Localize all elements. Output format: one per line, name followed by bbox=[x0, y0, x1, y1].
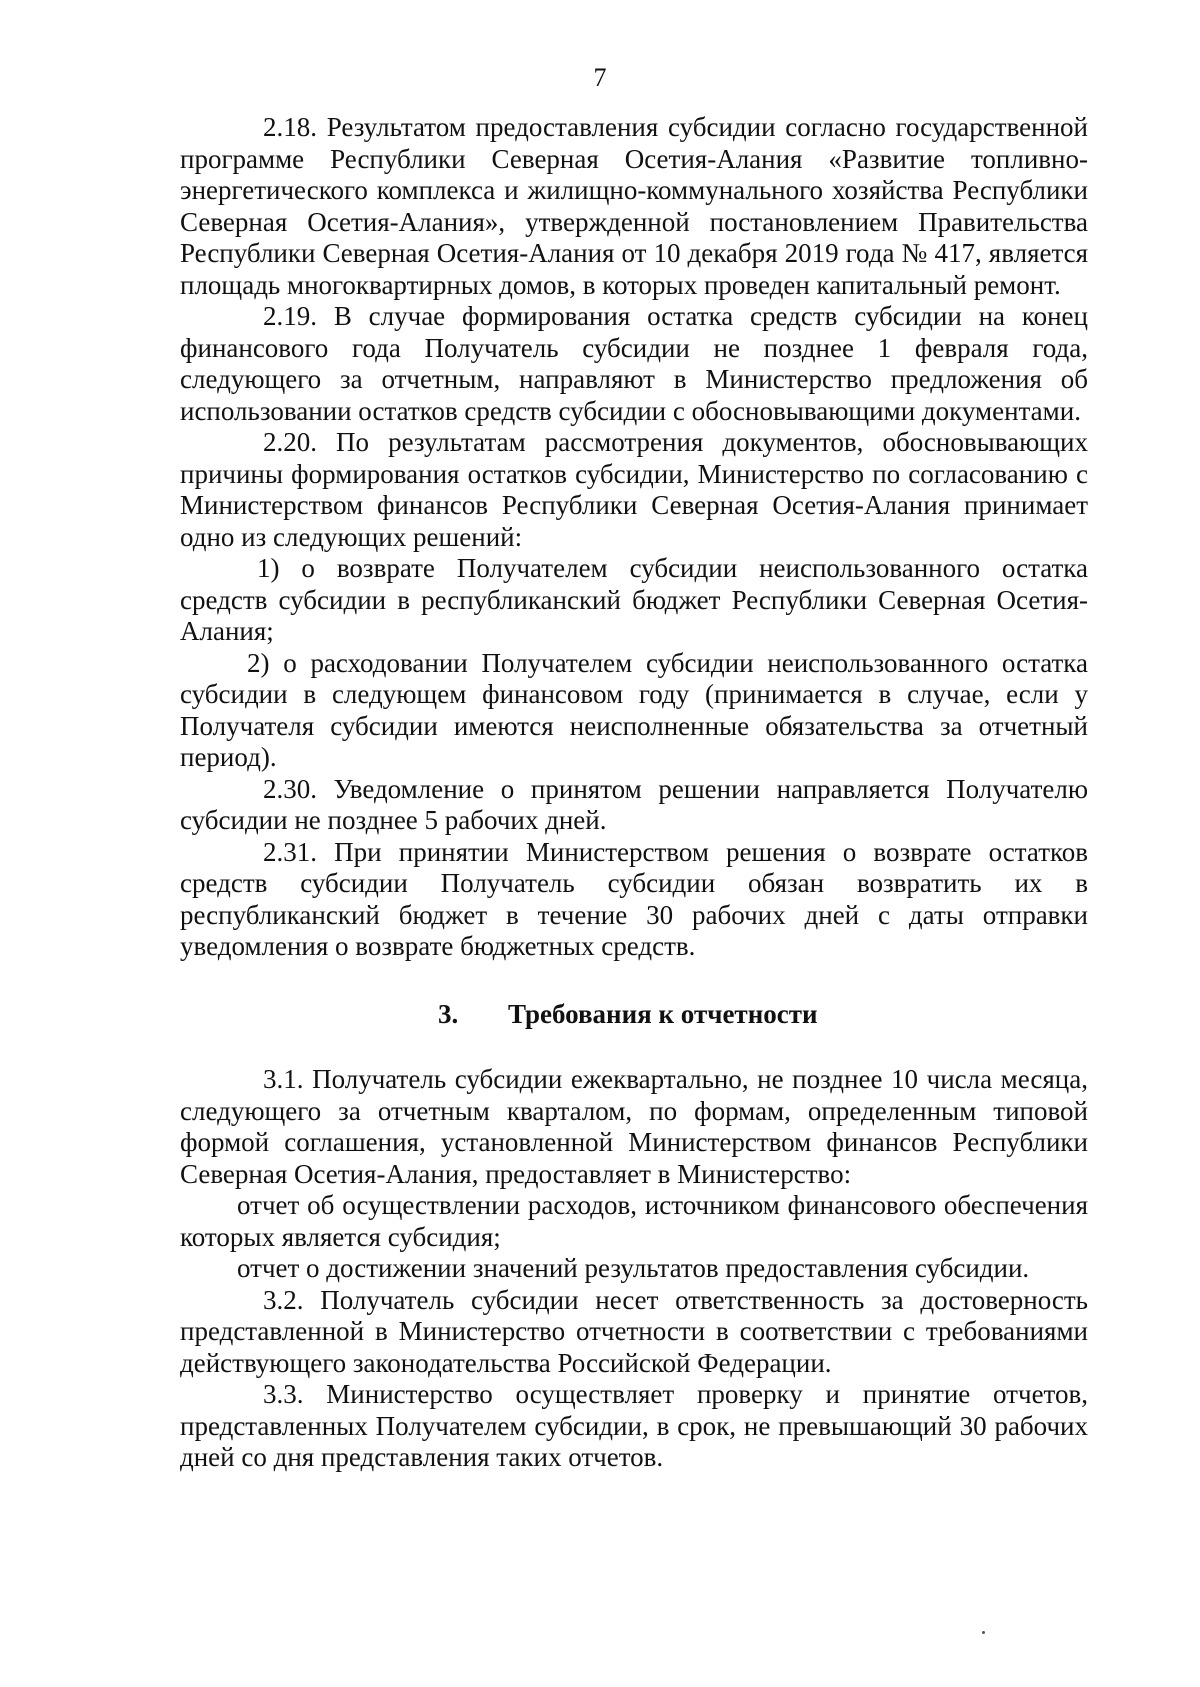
paragraph-2-18: 2.18. Результатом предоставления субсидии согласно государственной программе Республики Северная Осетия-Алания «Развитие топливно-энергетического комплекса и жилищно-коммунального хозяйства Республики Северная Осетия-Алания», утвержденной постановлением Правительства Республики Северная Осетия-Алания от 10 декабря 2019 года № 417, является площадь многоквартирных домов, в которых проведен капитальный ремонт. bbox=[180, 112, 1088, 300]
paragraph-2-19: 2.19. В случае формирования остатка средств субсидии на конец финансового года Получатель субсидии не позднее 1 февраля года, следующего за отчетным, направляют в Министерство предложения об использовании остатков средств субсидии с обосновывающими документами. bbox=[180, 301, 1088, 426]
paragraph-2-20: 2.20. По результатам рассмотрения документов, обосновывающих причины формирования остатков субсидии, Министерство по согласованию с Министерством финансов Республики Северная Осетия-Алания принимает одно из следующих решений: bbox=[180, 427, 1088, 552]
paragraph-2-31: 2.31. При принятии Министерством решения о возврате остатков средств субсидии Получатель субсидии обязан возвратить их в республиканский бюджет в течение 30 рабочих дней с даты отправки уведомления о возврате бюджетных средств. bbox=[180, 836, 1088, 961]
paragraph-3-2: 3.2. Получатель субсидии несет ответственность за достоверность представленной в Министерство отчетности в соответствии с требованиями действующего законодательства Российской Федерации. bbox=[180, 1284, 1088, 1378]
scan-dot bbox=[982, 1631, 985, 1634]
section-title-text: Требования к отчетности bbox=[508, 998, 818, 1029]
report-item-2: отчет о достижении значений результатов предоставления субсидии. bbox=[237, 1253, 1030, 1283]
paragraph-3-1: 3.1. Получатель субсидии ежеквартально, не позднее 10 числа месяца, следующего за отчетным кварталом, по формам, определенным типовой формой соглашения, установленной Министерством финансов Республики Северная Осетия-Алания, предоставляет в Министерство: bbox=[180, 1064, 1088, 1189]
list-item-1: 1) о возврате Получателем субсидии неиспользованного остатка средств субсидии в республиканский бюджет Республики Северная Осетия-Алания; bbox=[180, 553, 1088, 646]
section-number: 3. bbox=[438, 998, 459, 1029]
paragraph-3-3: 3.3. Министерство осуществляет проверку и принятие отчетов, представленных Получателем субсидии, в срок, не превышающий 30 рабочих дней со дня представления таких отчетов. bbox=[180, 1379, 1088, 1472]
report-item-1: отчет об осуществлении расходов, источником финансового обеспечения которых является субсидия; bbox=[180, 1190, 1088, 1252]
page-number: 7 bbox=[593, 63, 607, 92]
paragraph-2-30: 2.30. Уведомление о принятом решении направляется Получателю субсидии не позднее 5 рабочих дней. bbox=[180, 773, 1088, 835]
document-body bbox=[180, 112, 1088, 1474]
section-heading bbox=[180, 999, 1088, 1031]
list-item-2: 2) о расходовании Получателем субсидии неиспользованного остатка субсидии в следующем финансовом году (принимается в случае, если у Получателя субсидии имеются неисполненные обязательства за отчетный период). bbox=[180, 647, 1088, 772]
